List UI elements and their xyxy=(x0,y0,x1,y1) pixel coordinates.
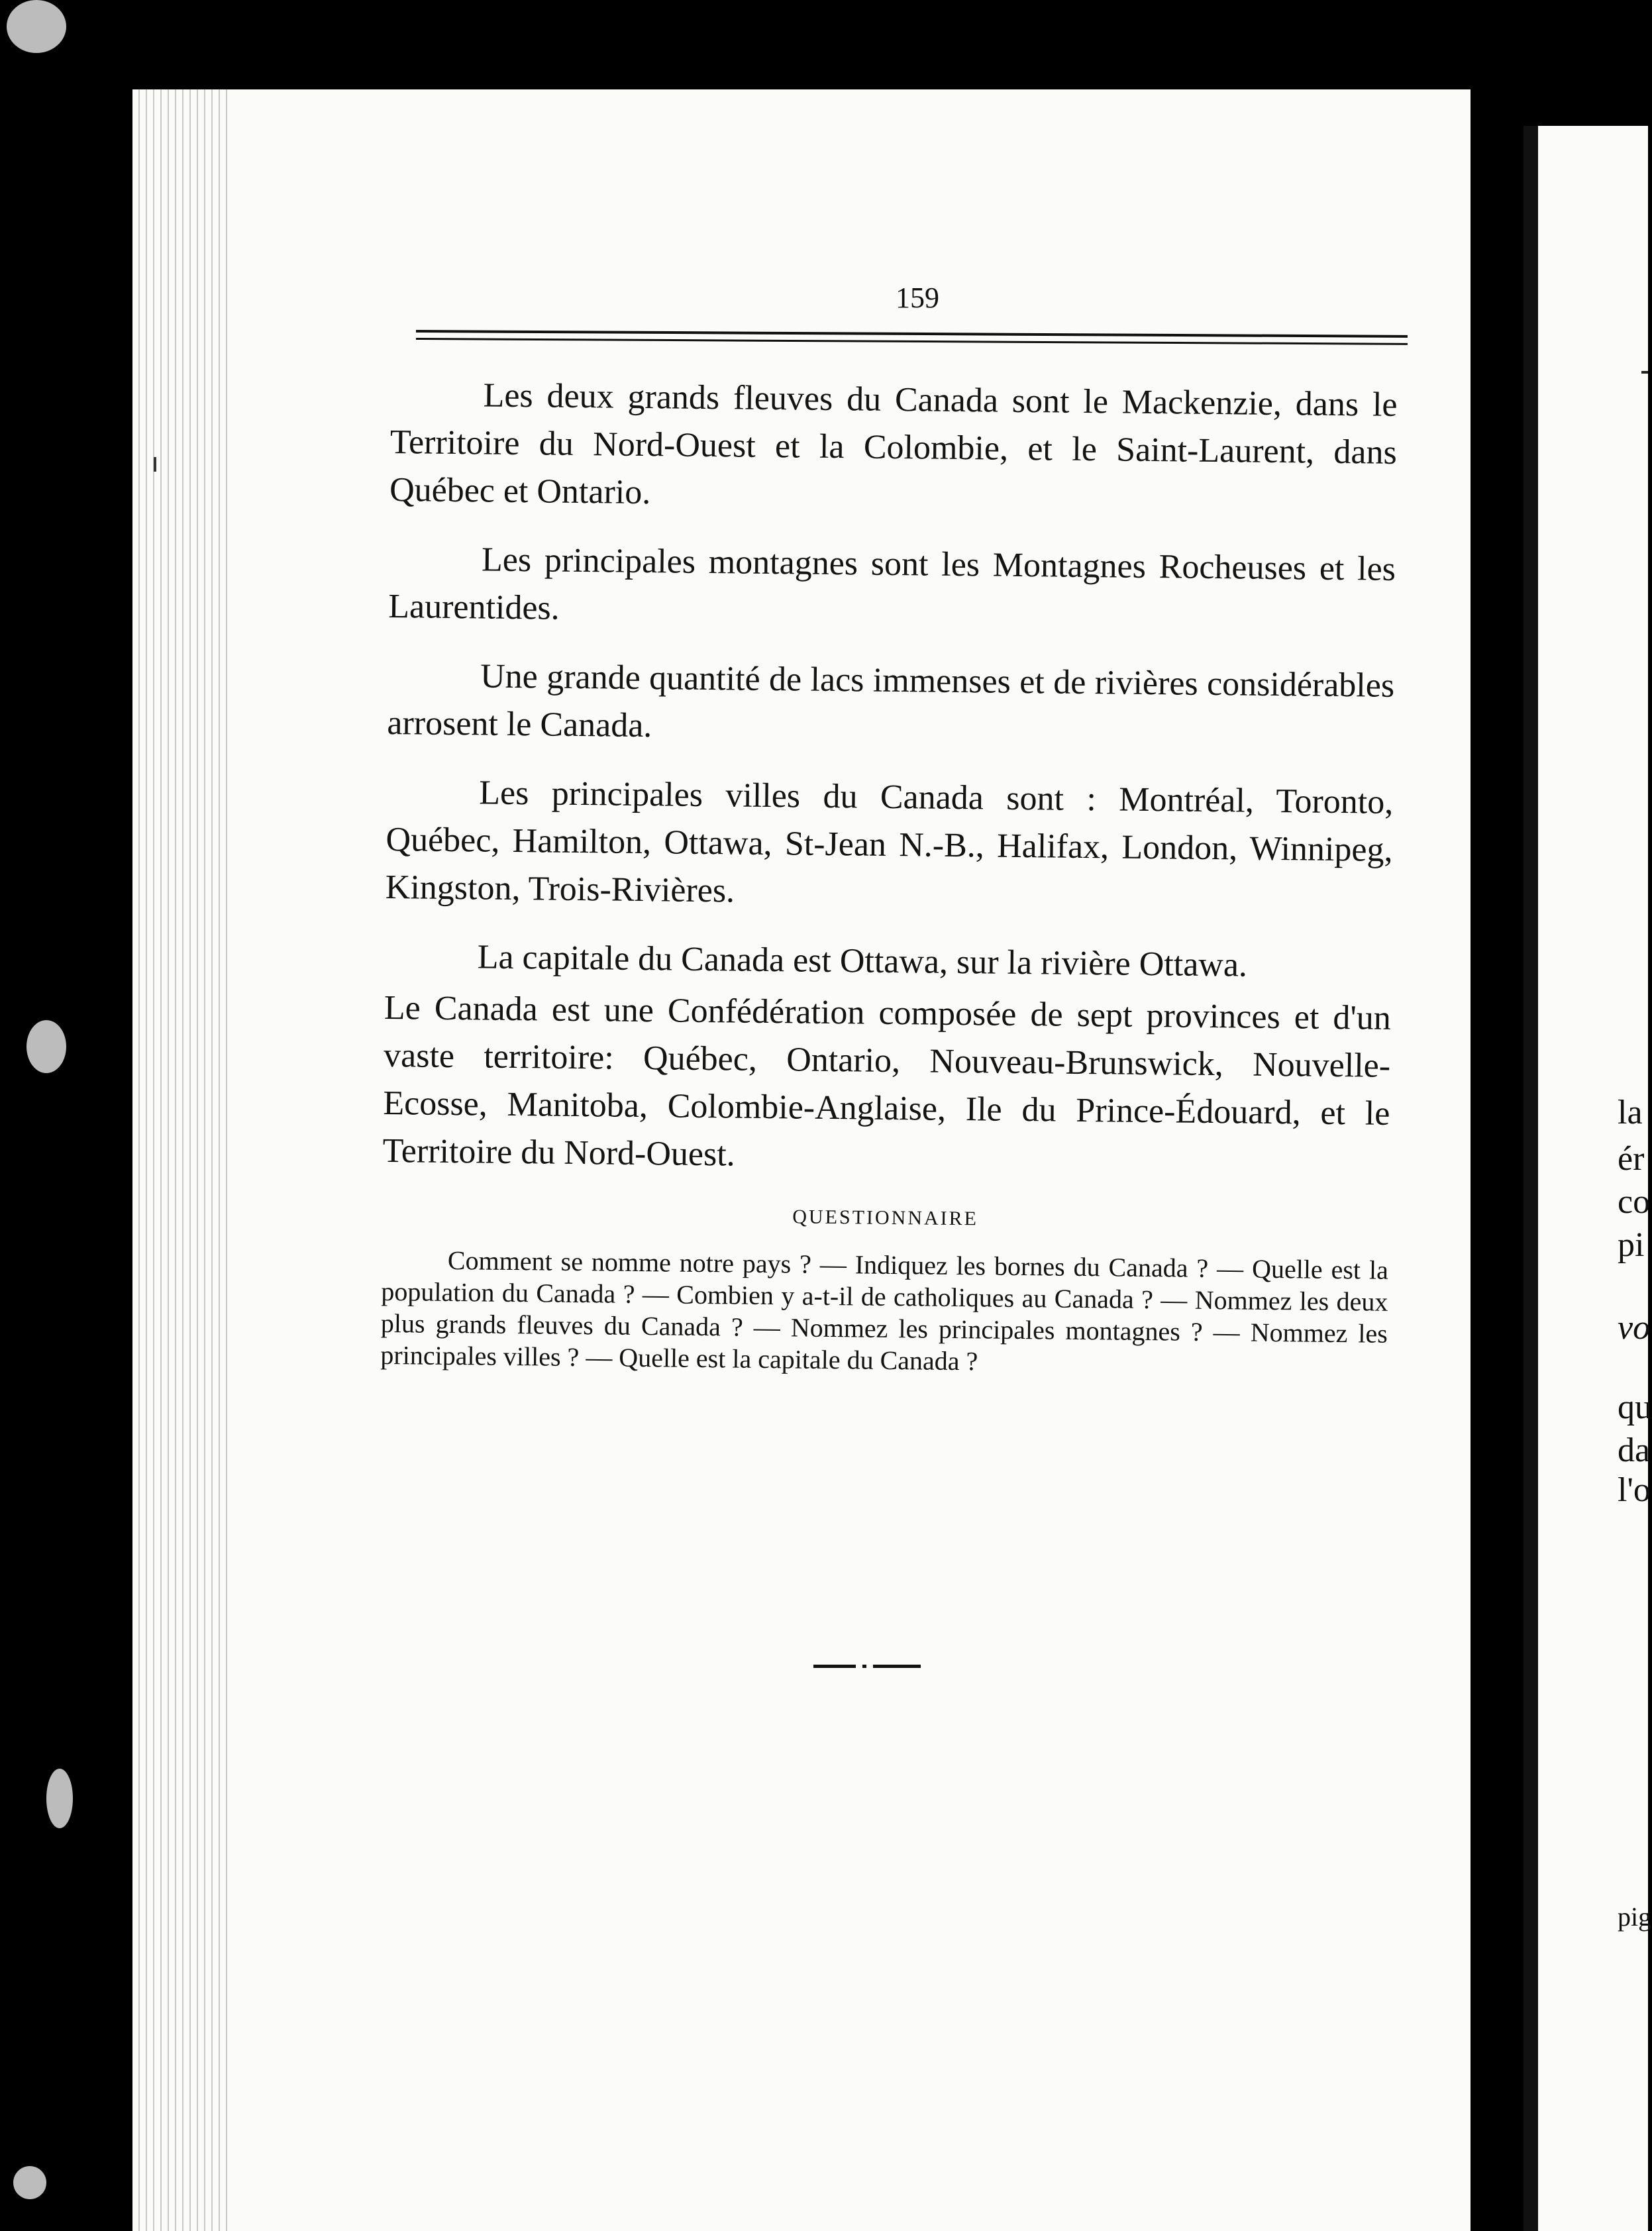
facing-page-fragment: qu xyxy=(1618,1388,1652,1426)
paragraph: Les principales montagnes sont les Montagnes Rocheuses et les Laurentides. xyxy=(387,541,1396,627)
facing-page-mark xyxy=(1641,371,1648,374)
scan-speck xyxy=(26,1020,66,1073)
scan-speck xyxy=(7,0,66,53)
paragraph: La capitale du Canada est Ottawa, sur la rivière Ottawa. xyxy=(477,938,1248,984)
questionnaire-heading: QUESTIONNAIRE xyxy=(792,1206,979,1230)
paragraph: Une grande quantité de lacs immenses et de rivières considérables arrosent le Canada. xyxy=(387,657,1395,745)
paragraph: Les principales villes du Canada sont : Montréal, Toronto, Québec, Hamilton, Ottawa, St-Jean N.-B., Halifax, London, Winnipeg, Kingston, Trois-Rivières. xyxy=(385,774,1394,910)
facing-page-fragment: pig xyxy=(1618,1902,1652,1932)
paragraph: Les deux grands fleuves du Canada sont le Mackenzie, dans le Territoire du Nord-Ouest et la Colombie, et le Saint-Laurent, dans Québec et Ontario. xyxy=(389,376,1398,512)
scan-speck xyxy=(46,1769,73,1828)
body-text xyxy=(380,371,1398,1382)
facing-page-fragment: co xyxy=(1618,1183,1651,1221)
facing-page-fragment: ér xyxy=(1618,1140,1645,1178)
page-edges xyxy=(132,89,232,2231)
paragraph: Le Canada est une Confédération composée de sept provinces et d'un vaste territoire: Québec, Ontario, Nouveau-Brunswick, Nouvelle-Ecosse, Manitoba, Colombie-Anglaise, Ile du Prince-Édouard, et le Territoire du Nord-Ouest. xyxy=(382,988,1392,1174)
facing-page-fragment: da xyxy=(1618,1431,1651,1469)
end-ornament-dot xyxy=(862,1665,866,1668)
facing-page-fragment: l'o xyxy=(1618,1471,1651,1509)
questionnaire-text: Comment se nomme notre pays ? — Indiquez les bornes du Canada ? — Quelle est la population du Canada ? — Combien y a-t-il de catholiques au Canada ? — Nommez les deux plus grands fleuves du Canada ? — Nommez les principales montagnes ? — Nommez les principales villes ? — Quelle est la capitale du Canada ? xyxy=(380,1245,1389,1376)
gutter-shadow xyxy=(1523,126,1538,2231)
facing-page-fragment: pi xyxy=(1618,1226,1645,1264)
page-number: 159 xyxy=(896,282,939,314)
facing-page-fragment: vo xyxy=(1618,1309,1651,1347)
scan-speck xyxy=(13,2166,46,2199)
facing-page-fragment: la xyxy=(1618,1094,1643,1131)
margin-mark xyxy=(154,457,156,472)
